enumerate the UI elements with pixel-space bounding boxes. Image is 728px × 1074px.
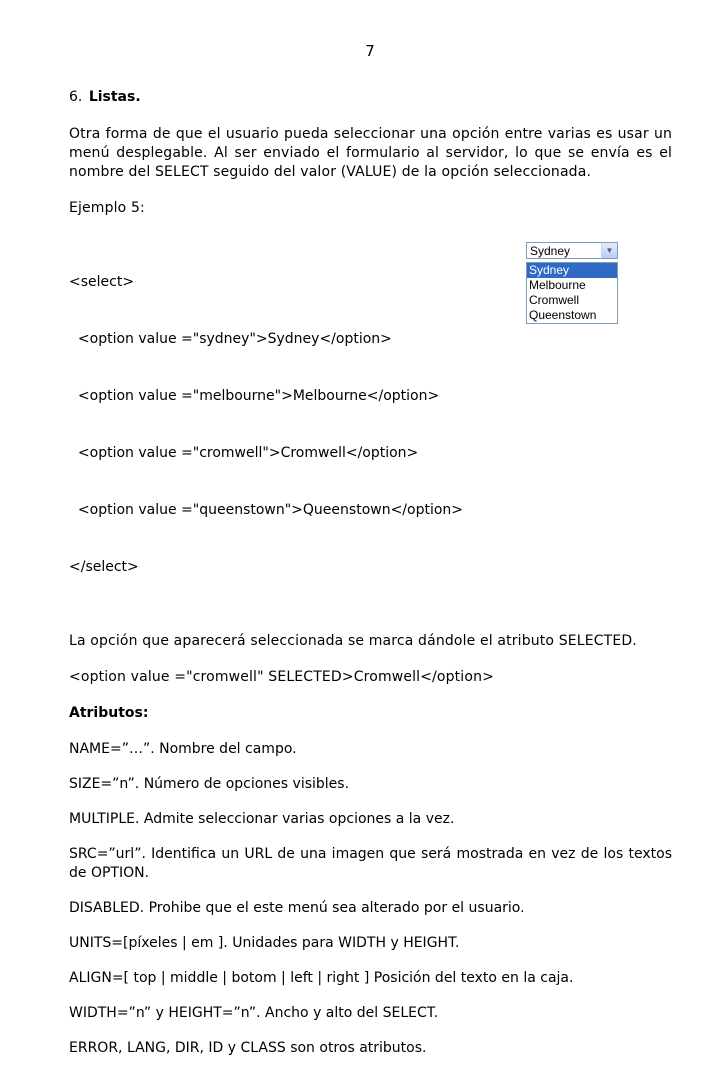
attribute-item: SIZE=”n”. Número de opciones visibles. (69, 776, 350, 792)
code-line: <option value ="melbourne">Melbourne</option> (69, 388, 440, 404)
attribute-item: DISABLED. Prohibe que el este menú sea alterado por el usuario. (69, 900, 525, 916)
attribute-item: MULTIPLE. Admite seleccionar varias opciones a la vez. (69, 811, 455, 827)
example-label: Ejemplo 5: (69, 200, 145, 216)
code-line: <option value ="queenstown">Queenstown</option> (69, 502, 464, 518)
section-heading (69, 88, 672, 107)
code-line: <option value ="cromwell">Cromwell</option> (69, 445, 419, 461)
code-line: <select> (69, 274, 135, 290)
select-option[interactable]: Cromwell (529, 293, 580, 307)
select-closed-box[interactable] (526, 242, 618, 259)
selected-code: <option value ="cromwell" SELECTED>Cromwell</option> (69, 669, 494, 685)
select-current-value: Sydney (530, 244, 571, 258)
document-body (69, 88, 672, 1074)
page-number: 7 (365, 42, 375, 60)
section-title: Listas. (88, 89, 141, 105)
attributes-heading: Atributos: (69, 705, 149, 721)
code-line: <option value ="sydney">Sydney</option> (69, 331, 392, 347)
select-option[interactable]: Sydney (527, 263, 617, 278)
attribute-item: ALIGN=[ top | middle | botom | left | right ] Posición del texto en la caja. (69, 970, 574, 986)
select-dropdown-example (526, 242, 618, 324)
chevron-down-icon[interactable]: ▼ (601, 243, 617, 258)
attribute-item: UNITS=[píxeles | em ]. Unidades para WIDTH y HEIGHT. (69, 935, 460, 951)
section-number: 6. (69, 89, 83, 105)
selected-note: La opción que aparecerá seleccionada se marca dándole el atributo SELECTED. (69, 633, 637, 649)
code-line: </select> (69, 559, 139, 575)
select-option[interactable]: Melbourne (529, 278, 586, 292)
select-option[interactable]: Queenstown (529, 308, 597, 322)
attribute-item: NAME=”…”. Nombre del campo. (69, 741, 297, 757)
intro-paragraph: Otra forma de que el usuario pueda seleccionar una opción entre varias es usar un menú desplegable. Al ser enviado el formulario al servidor, lo que se envía es el nombre del SELECT seguido del valor (VALUE) de la opción seleccionada. (69, 126, 672, 180)
select-options-list (526, 262, 618, 324)
attribute-item: SRC=”url”. Identifica un URL de una imagen que será mostrada en vez de los textos de OPTION. (69, 846, 672, 881)
attribute-item: ERROR, LANG, DIR, ID y CLASS son otros atributos. (69, 1040, 427, 1056)
attribute-item: WIDTH=”n” y HEIGHT=”n”. Ancho y alto del SELECT. (69, 1005, 439, 1021)
